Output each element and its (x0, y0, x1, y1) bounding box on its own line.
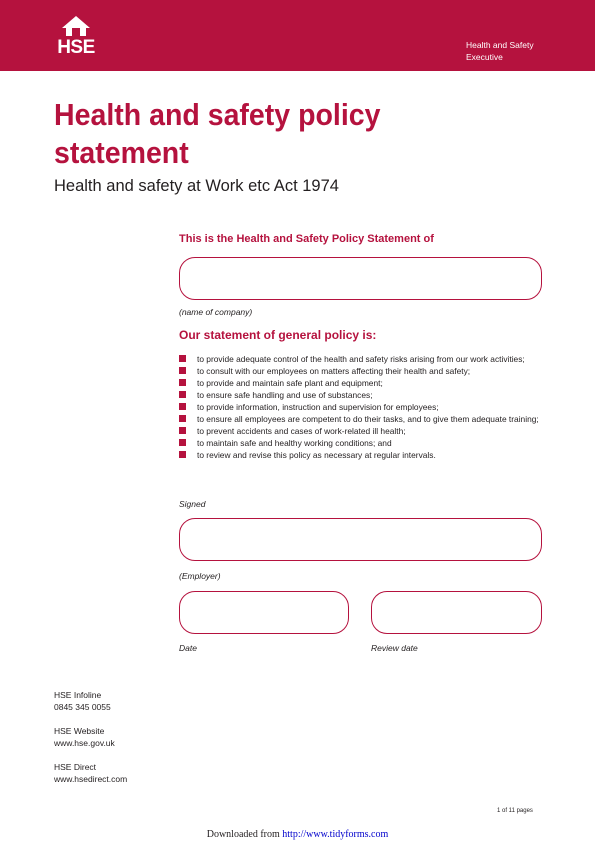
contact-value[interactable]: www.hsedirect.com (54, 774, 128, 784)
square-bullet-icon (179, 355, 186, 362)
square-bullet-icon (179, 451, 186, 458)
policy-item-text: to ensure all employees are competent to do their tasks, and to give them adequate training; (197, 414, 539, 424)
executive-line-1: Health and Safety (466, 40, 534, 50)
square-bullet-icon (179, 427, 186, 434)
policy-item-text: to provide information, instruction and supervision for employees; (197, 402, 439, 412)
statement-heading: This is the Health and Safety Policy Statement of (179, 233, 434, 245)
download-footer (0, 829, 595, 840)
contact-value[interactable]: www.hse.gov.uk (54, 738, 115, 748)
executive-label (466, 39, 534, 63)
policy-item-text: to provide and maintain safe plant and equipment; (197, 378, 383, 388)
square-bullet-icon (179, 439, 186, 446)
title-line-1: Health and safety policy (54, 97, 381, 132)
policy-item-text: to review and revise this policy as necessary at regular intervals. (197, 450, 436, 460)
header-banner (0, 0, 595, 71)
contact-infoline (54, 689, 127, 713)
policy-item-text: to ensure safe handling and use of substances; (197, 390, 373, 400)
page-subtitle: Health and safety at Work etc Act 1974 (54, 177, 339, 195)
page-indicator: 1 of 11 pages (497, 808, 533, 814)
policy-heading: Our statement of general policy is: (179, 328, 377, 342)
square-bullet-icon (179, 391, 186, 398)
company-caption: (name of company) (179, 307, 253, 317)
hse-logo-text: HSE (57, 37, 95, 58)
date-field[interactable] (179, 591, 349, 634)
date-caption: Date (179, 643, 197, 653)
contact-label: HSE Infoline (54, 690, 102, 700)
policy-item-text: to consult with our employees on matters affecting their health and safety; (197, 366, 471, 376)
executive-line-2: Executive (466, 52, 503, 62)
employer-caption: (Employer) (179, 571, 221, 581)
policy-item (179, 353, 549, 365)
download-link[interactable]: http://www.tidyforms.com (282, 829, 389, 840)
square-bullet-icon (179, 415, 186, 422)
contact-website (54, 725, 127, 749)
policy-list (179, 353, 549, 461)
page-title (54, 96, 440, 172)
policy-item (179, 389, 549, 401)
policy-item (179, 401, 549, 413)
contact-label: HSE Direct (54, 762, 97, 772)
policy-item (179, 425, 549, 437)
policy-item-text: to prevent accidents and cases of work-related ill health; (197, 426, 406, 436)
policy-item (179, 365, 549, 377)
policy-item-text: to maintain safe and healthy working conditions; and (197, 438, 392, 448)
company-name-field[interactable] (179, 257, 542, 300)
policy-item (179, 437, 549, 449)
contact-value: 0845 345 0055 (54, 702, 111, 712)
contact-direct (54, 761, 127, 785)
policy-item (179, 449, 549, 461)
signed-label: Signed (179, 499, 206, 509)
policy-item (179, 377, 549, 389)
square-bullet-icon (179, 403, 186, 410)
policy-item-text: to provide adequate control of the health and safety risks arising from our work activities; (197, 354, 525, 364)
signature-field[interactable] (179, 518, 542, 561)
review-date-caption: Review date (371, 643, 418, 653)
review-date-field[interactable] (371, 591, 542, 634)
contact-label: HSE Website (54, 726, 105, 736)
square-bullet-icon (179, 367, 186, 374)
policy-item (179, 413, 549, 425)
download-prefix: Downloaded from (206, 829, 283, 840)
title-line-2: statement (54, 135, 189, 170)
contact-list (54, 689, 127, 797)
square-bullet-icon (179, 379, 186, 386)
